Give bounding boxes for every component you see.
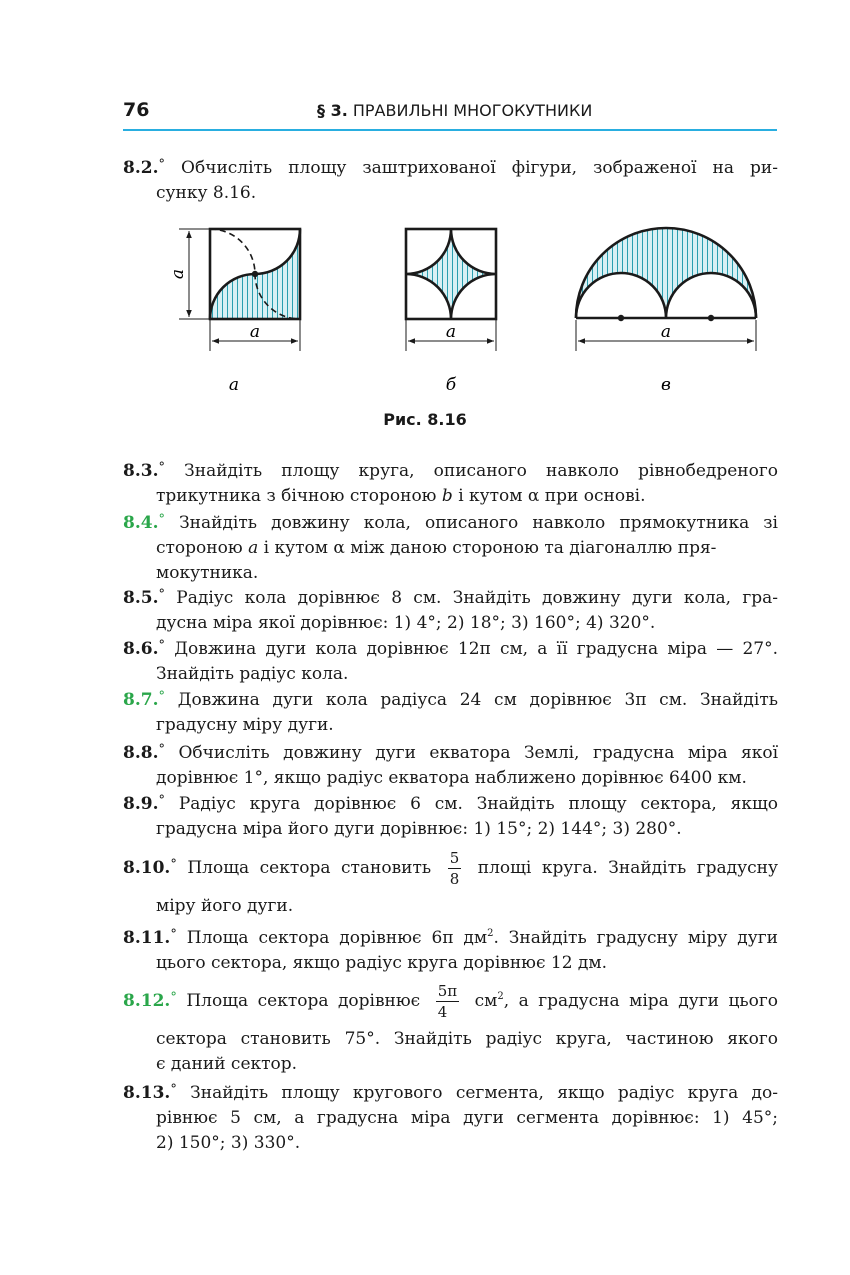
problem-number: 8.6. <box>123 639 159 659</box>
problem-8-6: 8.6.° Довжина дуги кола дорівнює 12π см, а її градусна міра — 27°. Знайдіть радіус кола. <box>123 638 779 684</box>
section-mark: § 3. <box>317 101 348 120</box>
dimension-label-a: a <box>249 322 261 342</box>
section-title <box>317 101 592 120</box>
fraction-5-8: $\frac{5}{8}$ <box>449 849 460 888</box>
problem-number: 8.11. <box>123 928 171 948</box>
shaded-region-c <box>576 228 756 318</box>
fraction-5pi-4: $\frac{5\pi}{4}$ <box>437 982 458 1021</box>
problem-8-5: 8.5.° Радіус кола дорівнює 8 см. Знайдіть довжину дуги кола, гра- дусна міра якої дорівнює: 1) 4°; 2) 18°; 3) 160°; 4) 320°. <box>123 587 778 633</box>
problem-8-11: 8.11.° Площа сектора дорівнює 6π $дм^2$. Знайдіть градусну міру дуги цього сектора, якщо радіус круга дорівнює 12 дм. <box>123 927 778 973</box>
dimension-label-vertical-a: a <box>168 268 188 280</box>
center-point-a <box>252 271 258 277</box>
center-point-c1 <box>618 315 624 321</box>
problem-number: 8.13. <box>123 1083 171 1103</box>
problem-8-12: 8.12.° Площа сектора дорівнює $\frac{5\pi}{4}$ $см^2$, а градусна міра дуги цього сектора становить 75°. Знайдіть радіус круга, частиною якого є даний сектор. <box>123 982 779 1074</box>
problem-number: 8.12. <box>123 991 171 1011</box>
figure-c <box>576 228 756 395</box>
dimension-label-b: a <box>445 322 457 342</box>
page-number: 76 <box>123 99 150 121</box>
problem-8-4: 8.4.° Знайдіть довжину кола, описаного навколо прямокутника зі стороною a і кутом α між даною стороною та діагоналлю пря- мокутника. <box>123 512 778 583</box>
problem-number: 8.8. <box>123 743 159 763</box>
problem-number: 8.3. <box>123 461 159 481</box>
problem-number: 8.9. <box>123 794 159 814</box>
figure-b <box>406 229 496 395</box>
sub-label-c: в <box>661 375 671 395</box>
section-title-text: ПРАВИЛЬНІ МНОГОКУТНИКИ <box>352 101 593 120</box>
variable-a: a <box>248 538 259 558</box>
problem-8-3: 8.3.° Знайдіть площу круга, описаного навколо рівнобедреного трикутника з бічною стороною b і кутом α при основі. <box>123 460 778 506</box>
header-rule <box>123 129 777 131</box>
problem-8-8: 8.8.° Обчисліть довжину дуги екватора Землі, градусна міра якої дорівнює 1°, якщо радіус екватора наближено дорівнює 6400 км. <box>123 742 779 788</box>
figure-8-16 <box>0 210 850 405</box>
figure-a <box>168 229 300 395</box>
problem-number: 8.10. <box>123 858 171 878</box>
problem-8-2: 8.2.° Обчисліть площу заштрихованої фігури, зображеної на ри- сунку 8.16. <box>123 157 778 203</box>
problem-8-9: 8.9.° Радіус круга дорівнює 6 см. Знайдіть площу сектора, якщо градусна міра його дуги дорівнює: 1) 15°; 2) 144°; 3) 280°. <box>123 793 778 839</box>
problem-8-13: 8.13.° Знайдіть площу кругового сегмента, якщо радіус круга до- рівнює 5 см, а градусна міра дуги сегмента дорівнює: 1) 45°; 2) 150°; 3) 330°. <box>123 1082 778 1153</box>
figure-caption: Рис. 8.16 <box>383 410 467 429</box>
sub-label-a: а <box>228 375 240 395</box>
problem-8-7: 8.7.° Довжина дуги кола радіуса 24 см дорівнює 3π см. Знайдіть градусну міру дуги. <box>123 689 778 735</box>
dimension-label-c: a <box>660 322 672 342</box>
problem-number: 8.7. <box>123 690 159 710</box>
center-point-c2 <box>708 315 714 321</box>
sub-label-b: б <box>445 375 457 395</box>
problem-number: 8.4. <box>123 513 159 533</box>
problem-number: 8.2. <box>123 158 159 178</box>
page-header <box>123 95 777 131</box>
variable-b: b <box>441 486 453 506</box>
problem-number: 8.5. <box>123 588 159 608</box>
problem-8-10: 8.10.° Площа сектора становить $\frac{5}{8}$ площі круга. Знайдіть градусну міру його дуги. <box>123 849 778 916</box>
shaded-region-b <box>406 229 496 319</box>
